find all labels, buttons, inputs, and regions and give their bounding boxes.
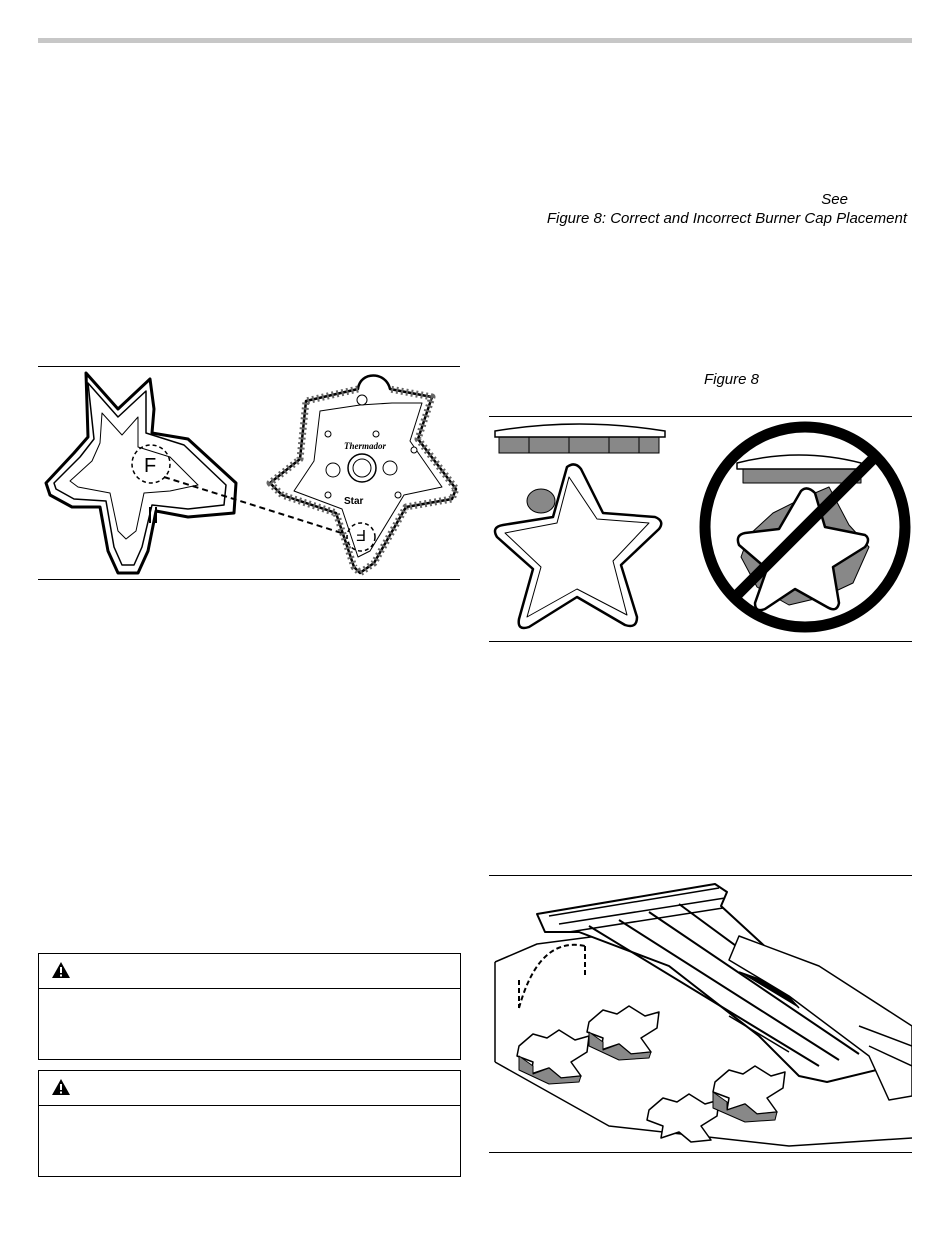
correct-cap-top-view (495, 464, 661, 628)
figure8-bottom-rule (489, 641, 912, 642)
figure8-label: Figure 8 (703, 371, 759, 388)
star-burner-cap (46, 373, 236, 573)
base-callout-letter: F (356, 526, 366, 543)
warning-box-1 (38, 953, 461, 1060)
burner-caps (517, 1006, 785, 1142)
warning-triangle-icon (51, 1078, 71, 1096)
see-text: See (821, 191, 848, 208)
warning-box-2 (38, 1070, 461, 1177)
figure8-reference: Figure 8: Correct and Incorrect Burner Cap Placement (546, 210, 907, 227)
figure8-cap-placement (489, 417, 912, 641)
warning-header (39, 954, 460, 989)
brand-text: Thermador (344, 441, 387, 451)
top-rule (38, 38, 912, 43)
base-text: Star (344, 496, 364, 507)
grate-figure-bottom-rule (489, 1152, 912, 1153)
figure-bottom-rule (38, 579, 460, 580)
warning-header (39, 1071, 460, 1106)
correct-cap-side-view (495, 424, 665, 453)
warning-triangle-icon (51, 961, 71, 979)
cap-callout-letter: F (144, 455, 157, 477)
grate-removal-figure (489, 876, 912, 1152)
burner-cap-alignment-figure (38, 367, 460, 579)
